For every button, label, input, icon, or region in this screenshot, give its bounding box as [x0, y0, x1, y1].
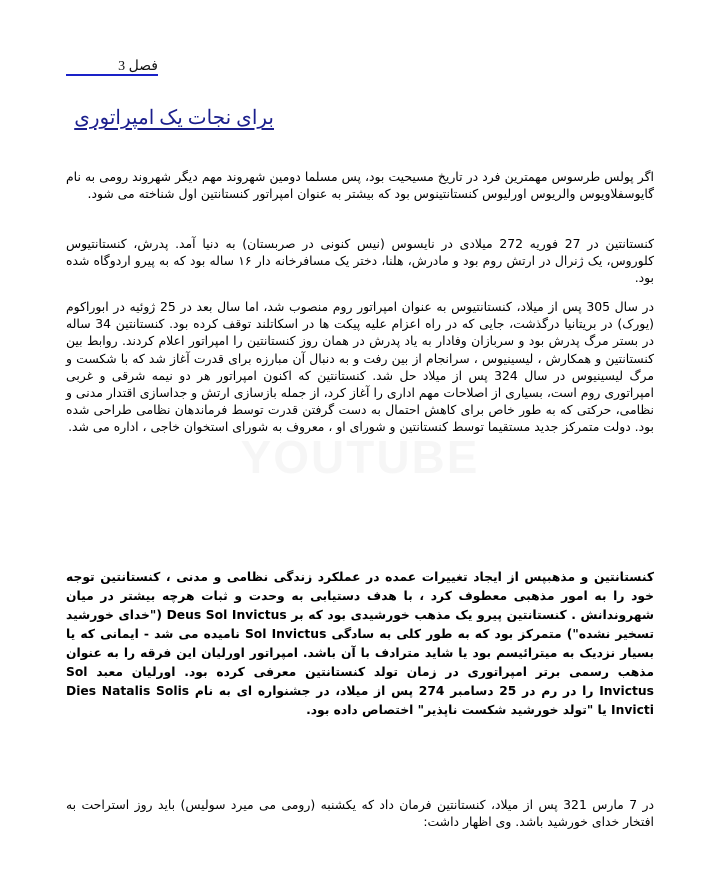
paragraph-bold: کنستانتین و مذهبپس از ایجاد تغییرات عمده در عملکرد زندگی نظامی و مدنی ، کنستانتین توجه خود را به امور مذهبی معطوف کرد ، با هدف دستیابی به وحدت و ثبات هرچه بیشتر در میان شهروندانش . کنستانتین پیرو یک مذهب خورشیدی بود که بر Deus Sol Invictus ("خدای خورشید تسخیر نشده") متمرکز بود که به طور کلی به سادگی Sol Invictus نامیده می شد - ایمانی که یا بسیار نزدیک به میترائیسم بود یا شاید مترادف با آن باشد. امپراتور اورلیان این فرقه را به عنوان مذهب رسمی برتر امپراتوری در زمان تولد کنستانتین معرفی کرده بود. اورلیان معبد Sol Invictus را در رم در 25 دسامبر 274 پس از میلاد، در جشنواره ای به نام Dies Natalis Solis Invicti یا "تولد خورشید شکست ناپذیر" اختصاص داده بود. [66, 570, 654, 717]
chapter-label: فصل 3 [66, 58, 158, 76]
paragraph: اگر پولس طرسوس مهمترین فرد در تاریخ مسیحیت بود، پس مسلما دومین شهروند مهم دیگر شهروند رومی به نام گایوسفلاویوس والریوس اورلیوس کنستانتینوس بود که بیشتر به عنوان امپراتور کنستانتین اول شناخته می شود. [66, 169, 654, 202]
paragraph: کنستانتین در 27 فوریه 272 میلادی در نایسوس (نیس کنونی در صربستان) به دنیا آمد. پدرش، کنستانتیوس کلوروس، یک ژنرال در ارتش روم بود و مادرش، هلنا، دختر یک مسافرخانه دار ۱۶ ساله بود که به پیرو اردوگاه شده بود. [66, 236, 654, 286]
paragraph: در سال 305 پس از میلاد، کنستانتیوس به عنوان امپراتور روم منصوب شد، اما سال بعد در 25 ژوئیه در ابوراکوم (یورک) در بریتانیا درگذشت، جایی که در راه اعزام علیه پیکت ها در اسکاتلند توقف کرده بود. کنستانتین 34 ساله در بستر مرگ پدرش بود و سربازان وفادار به یاد پدرش در همان روز کنستانتین را امپراتور اعلام کردند. روابط بین کنستانتین و همکارش ، لیسینیوس ، سرانجام از بین رفت و به دنبال آن مبارزه برای قدرت آغاز شد که با شکست و مرگ لیسینیوس در سال 324 پس از میلاد حل شد. کنستانتین که اکنون امپراتور هر دو نیمه شرقی و غربی امپراتوری روم است، بسیاری از اصلاحات مهم اداری را آغاز کرد، از جمله بازسازی ارتش و جداسازی اقتدار مدنی و نظامی، حرکتی که به طور خاص برای کاهش احتمال به دست گرفتن قدرت توسط فرماندهان نظامی طراحی شده بود. دولت متمرکز جدید مستقیما توسط کنستانتین و شورای او ، معروف به شورای استخوان خاجی ، اداره می شد. [66, 299, 655, 435]
paragraph: در 7 مارس 321 پس از میلاد، کنستانتین فرمان داد که یکشنبه (رومی می میرد سولیس) باید روز استراحت به افتخار خدای خورشید باشد. وی اظهار داشت: [66, 797, 654, 830]
watermark-text [220, 430, 500, 484]
chapter-title: برای نجات یک امپراتوری [74, 107, 274, 129]
